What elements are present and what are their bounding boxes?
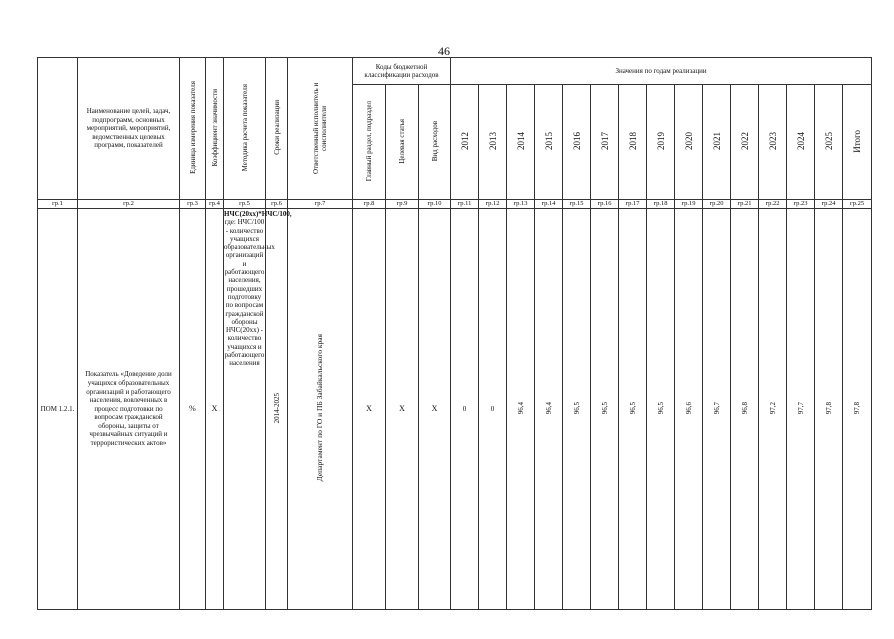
row-value [731, 209, 759, 610]
page-number: 46 [438, 44, 450, 58]
header-article-text: Целевая статья [398, 118, 406, 164]
header-method [224, 58, 266, 200]
row-value-text: 96,5 [628, 401, 637, 415]
row-value [619, 209, 647, 610]
group-cell: гр.2 [78, 200, 180, 209]
group-cell: гр.4 [206, 200, 224, 209]
header-year [451, 85, 479, 200]
row-value-text: 97,7 [796, 401, 805, 415]
group-cell: гр.13 [507, 200, 535, 209]
row-value [507, 209, 535, 610]
row-value-text: 97,2 [768, 401, 777, 415]
row-value: 0 [479, 209, 507, 610]
header-year [647, 85, 675, 200]
header-unit-text: Единица измерения показателя [188, 81, 197, 174]
header-executor [288, 58, 353, 200]
group-number-row [38, 200, 872, 209]
group-cell: гр.24 [815, 200, 843, 209]
group-cell: гр.7 [288, 200, 353, 209]
row-value [591, 209, 619, 610]
row-value-text: 96,4 [544, 401, 553, 415]
year-label: 2020 [683, 132, 694, 150]
group-cell: гр.20 [703, 200, 731, 209]
row-executor-text: Департамент по ГО и ПБ Забайкальского края [315, 334, 324, 482]
header-coef-text: Коэффициент значимости [210, 88, 219, 167]
header-article [386, 85, 419, 200]
row-executor [288, 209, 353, 610]
year-label: 2017 [599, 132, 610, 150]
header-code [38, 58, 78, 200]
group-cell: гр.18 [647, 200, 675, 209]
row-article: Х [386, 209, 419, 610]
group-cell: гр.5 [224, 200, 266, 209]
row-value-text: 96,8 [740, 401, 749, 415]
row-value [535, 209, 563, 610]
year-label: 2016 [571, 132, 582, 150]
group-cell: гр.8 [353, 200, 386, 209]
row-value-text: 96,5 [572, 401, 581, 415]
year-label: 2021 [711, 132, 722, 150]
indicator-table [37, 57, 872, 610]
group-cell: гр.1 [38, 200, 78, 209]
group-cell: гр.3 [180, 200, 206, 209]
row-value [703, 209, 731, 610]
header-year [479, 85, 507, 200]
header-budget-codes: Коды бюджетной классификации расходов [353, 58, 451, 85]
year-label: 2022 [739, 132, 750, 150]
row-value-text: 96,4 [516, 401, 525, 415]
group-cell: гр.9 [386, 200, 419, 209]
header-coef [206, 58, 224, 200]
header-year [675, 85, 703, 200]
row-coef: Х [206, 209, 224, 610]
header-year [563, 85, 591, 200]
row-value [647, 209, 675, 610]
group-cell: гр.25 [843, 200, 872, 209]
row-terms-text: 2014-2025 [272, 392, 281, 424]
row-code: ПОМ 1.2.1. [38, 209, 78, 610]
group-cell: гр.14 [535, 200, 563, 209]
header-section-text: Главный раздел, подраздел [365, 100, 373, 182]
row-expense-type: Х [419, 209, 451, 610]
row-unit: % [180, 209, 206, 610]
year-label: 2025 [823, 132, 834, 150]
year-label: 2014 [515, 132, 526, 150]
year-label: 2012 [459, 132, 470, 150]
header-expense-type-text: Вид расходов [430, 120, 439, 162]
header-terms [266, 58, 288, 200]
header-section [353, 85, 386, 200]
row-value-text: 96,5 [656, 401, 665, 415]
header-year [731, 85, 759, 200]
header-method-text: Методика расчета показателя [240, 83, 249, 172]
row-name: Показатель «Доведение доли учащихся образовательных организаций и работающего населения, вовлеченных в процесс подготовки по вопросам гражданской обороны, защиты от чрезвычайных ситуаций и террористических актов» [78, 209, 180, 610]
total-label: Итого [852, 129, 863, 153]
group-cell: гр.15 [563, 200, 591, 209]
header-year [619, 85, 647, 200]
header-year [759, 85, 787, 200]
row-value [787, 209, 815, 610]
header-executor-text: Ответственный исполнитель и соисполнители [312, 81, 328, 174]
table-row [38, 209, 872, 610]
header-name: Наименование целей, задач, подпрограмм, основных мероприятий, мероприятий, ведомственных целевых программ, показателей [78, 58, 180, 200]
method-formula: НЧС(20хх)*НЧС/100, [224, 210, 292, 218]
year-label: 2024 [795, 132, 806, 150]
row-total [843, 209, 872, 610]
group-cell: гр.10 [419, 200, 451, 209]
group-cell: гр.17 [619, 200, 647, 209]
header-year [535, 85, 563, 200]
year-label: 2015 [543, 132, 554, 150]
header-values-by-year: Значения по годам реализации [451, 58, 872, 85]
group-cell: гр.22 [759, 200, 787, 209]
header-unit [180, 58, 206, 200]
header-year [591, 85, 619, 200]
header-year [787, 85, 815, 200]
header-year [703, 85, 731, 200]
header-year [815, 85, 843, 200]
year-label: 2023 [767, 132, 778, 150]
header-terms-text: Сроки реализации [272, 100, 281, 155]
row-total-text: 97,8 [853, 401, 862, 415]
group-cell: гр.12 [479, 200, 507, 209]
group-cell: гр.11 [451, 200, 479, 209]
row-value-text: 96,6 [684, 401, 693, 415]
row-value [759, 209, 787, 610]
group-cell: гр.6 [266, 200, 288, 209]
group-cell: гр.21 [731, 200, 759, 209]
row-value-text: 96,7 [712, 401, 721, 415]
row-terms [266, 209, 288, 610]
row-value-text: 97,8 [824, 401, 833, 415]
row-section: Х [353, 209, 386, 610]
year-label: 2013 [487, 132, 498, 150]
header-expense-type [419, 85, 451, 200]
row-value-text: 96,5 [600, 401, 609, 415]
group-cell: гр.23 [787, 200, 815, 209]
year-label: 2019 [655, 132, 666, 150]
row-value [563, 209, 591, 610]
row-value [815, 209, 843, 610]
row-value [675, 209, 703, 610]
header-year [507, 85, 535, 200]
group-cell: гр.16 [591, 200, 619, 209]
group-cell: гр.19 [675, 200, 703, 209]
row-value: 0 [451, 209, 479, 610]
year-label: 2018 [627, 132, 638, 150]
header-total [843, 85, 872, 200]
method-text: где: НЧС/100 - количество учащихся образовательных организаций и работающего населения, прошедших подготовку по вопросам гражданской обороны НЧС(20хх) - количество учащихся и работающего населения [224, 218, 275, 368]
